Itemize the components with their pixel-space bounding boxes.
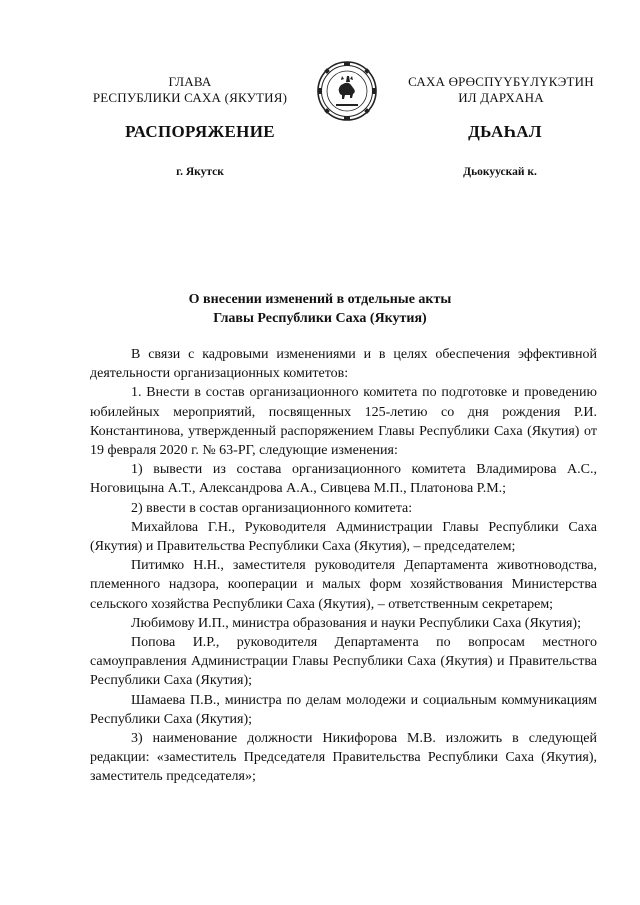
paragraph-preamble: В связи с кадровыми изменениями и в целях обеспечения эффективной деятельности организационных комитетов: — [90, 347, 597, 382]
paragraph-member-lyubimova: Любимову И.П., министра образования и науки Республики Саха (Якутия); — [131, 615, 581, 631]
header-left-block — [60, 74, 320, 106]
paragraph-member-mikhaylov: Михайлова Г.Н., Руководителя Администрации Главы Республики Саха (Якутия) и Правительства Республики Саха (Якутия), – председателем; — [90, 519, 597, 555]
header-left-line2: РЕСПУБЛИКИ САХА (ЯКУТИЯ) — [92, 90, 288, 105]
document-type-ru: РАСПОРЯЖЕНИЕ — [125, 122, 275, 141]
document-title — [100, 290, 540, 328]
document-title-line2: Главы Республики Саха (Якутия) — [213, 311, 427, 326]
city-sakha: Дьокуускай к. — [463, 166, 537, 178]
paragraph-member-popov: Попова И.Р., руководителя Департамента по вопросам местного самоуправления Администрации Главы Республики Саха (Якутия) и Правительства Республики Саха (Якутия); — [90, 635, 597, 689]
coat-of-arms-icon — [316, 60, 378, 122]
paragraph-subitem-1: 1) вывести из состава организационного комитета Владимирова А.С., Ноговицына А.Т., Александрова А.А., Сивцева М.П., Платонова Р.М.; — [90, 462, 597, 497]
header-right-line2: ИЛ ДАРХАНА — [458, 90, 544, 105]
paragraph-member-shamaev: Шамаева П.В., министра по делам молодежи и социальным коммуникациям Республики Саха (Якутия); — [90, 692, 597, 727]
paragraph-item-1: 1. Внести в состав организационного комитета по подготовке и проведению юбилейных мероприятий, посвященных 125-летию со дня рождения Р.И. Константинова, утвержденный распоряжением Главы Республики Саха (Якутия) от 19 февраля 2020 г. № 63-РГ, следующие изменения: — [90, 385, 597, 459]
header-right-block — [382, 74, 620, 106]
paragraph-subitem-3: 3) наименование должности Никифорова М.В. изложить в следующей редакции: «заместитель Председателя Правительства Республики Саха (Якутия), заместитель председателя»; — [90, 731, 597, 785]
document-body — [90, 345, 597, 787]
paragraph-member-pitimko: Питимко Н.Н., заместителя руководителя Департамента животноводства, племенного надзора, кооперации и малых форм хозяйствования Министерства сельского хозяйства Республики Саха (Якутия), – ответственным секретарем; — [90, 558, 597, 612]
document-type-sakha: ДЬАҺАЛ — [468, 122, 542, 141]
header-left-line1: ГЛАВА — [168, 74, 212, 89]
document-title-line1: О внесении изменений в отдельные акты — [188, 292, 452, 307]
header-right-line1: САХА ӨРӨСПҮҮБҮЛҮКЭТИН — [408, 74, 594, 89]
city-ru: г. Якутск — [176, 166, 224, 178]
paragraph-subitem-2: 2) ввести в состав организационного комитета: — [131, 500, 413, 516]
